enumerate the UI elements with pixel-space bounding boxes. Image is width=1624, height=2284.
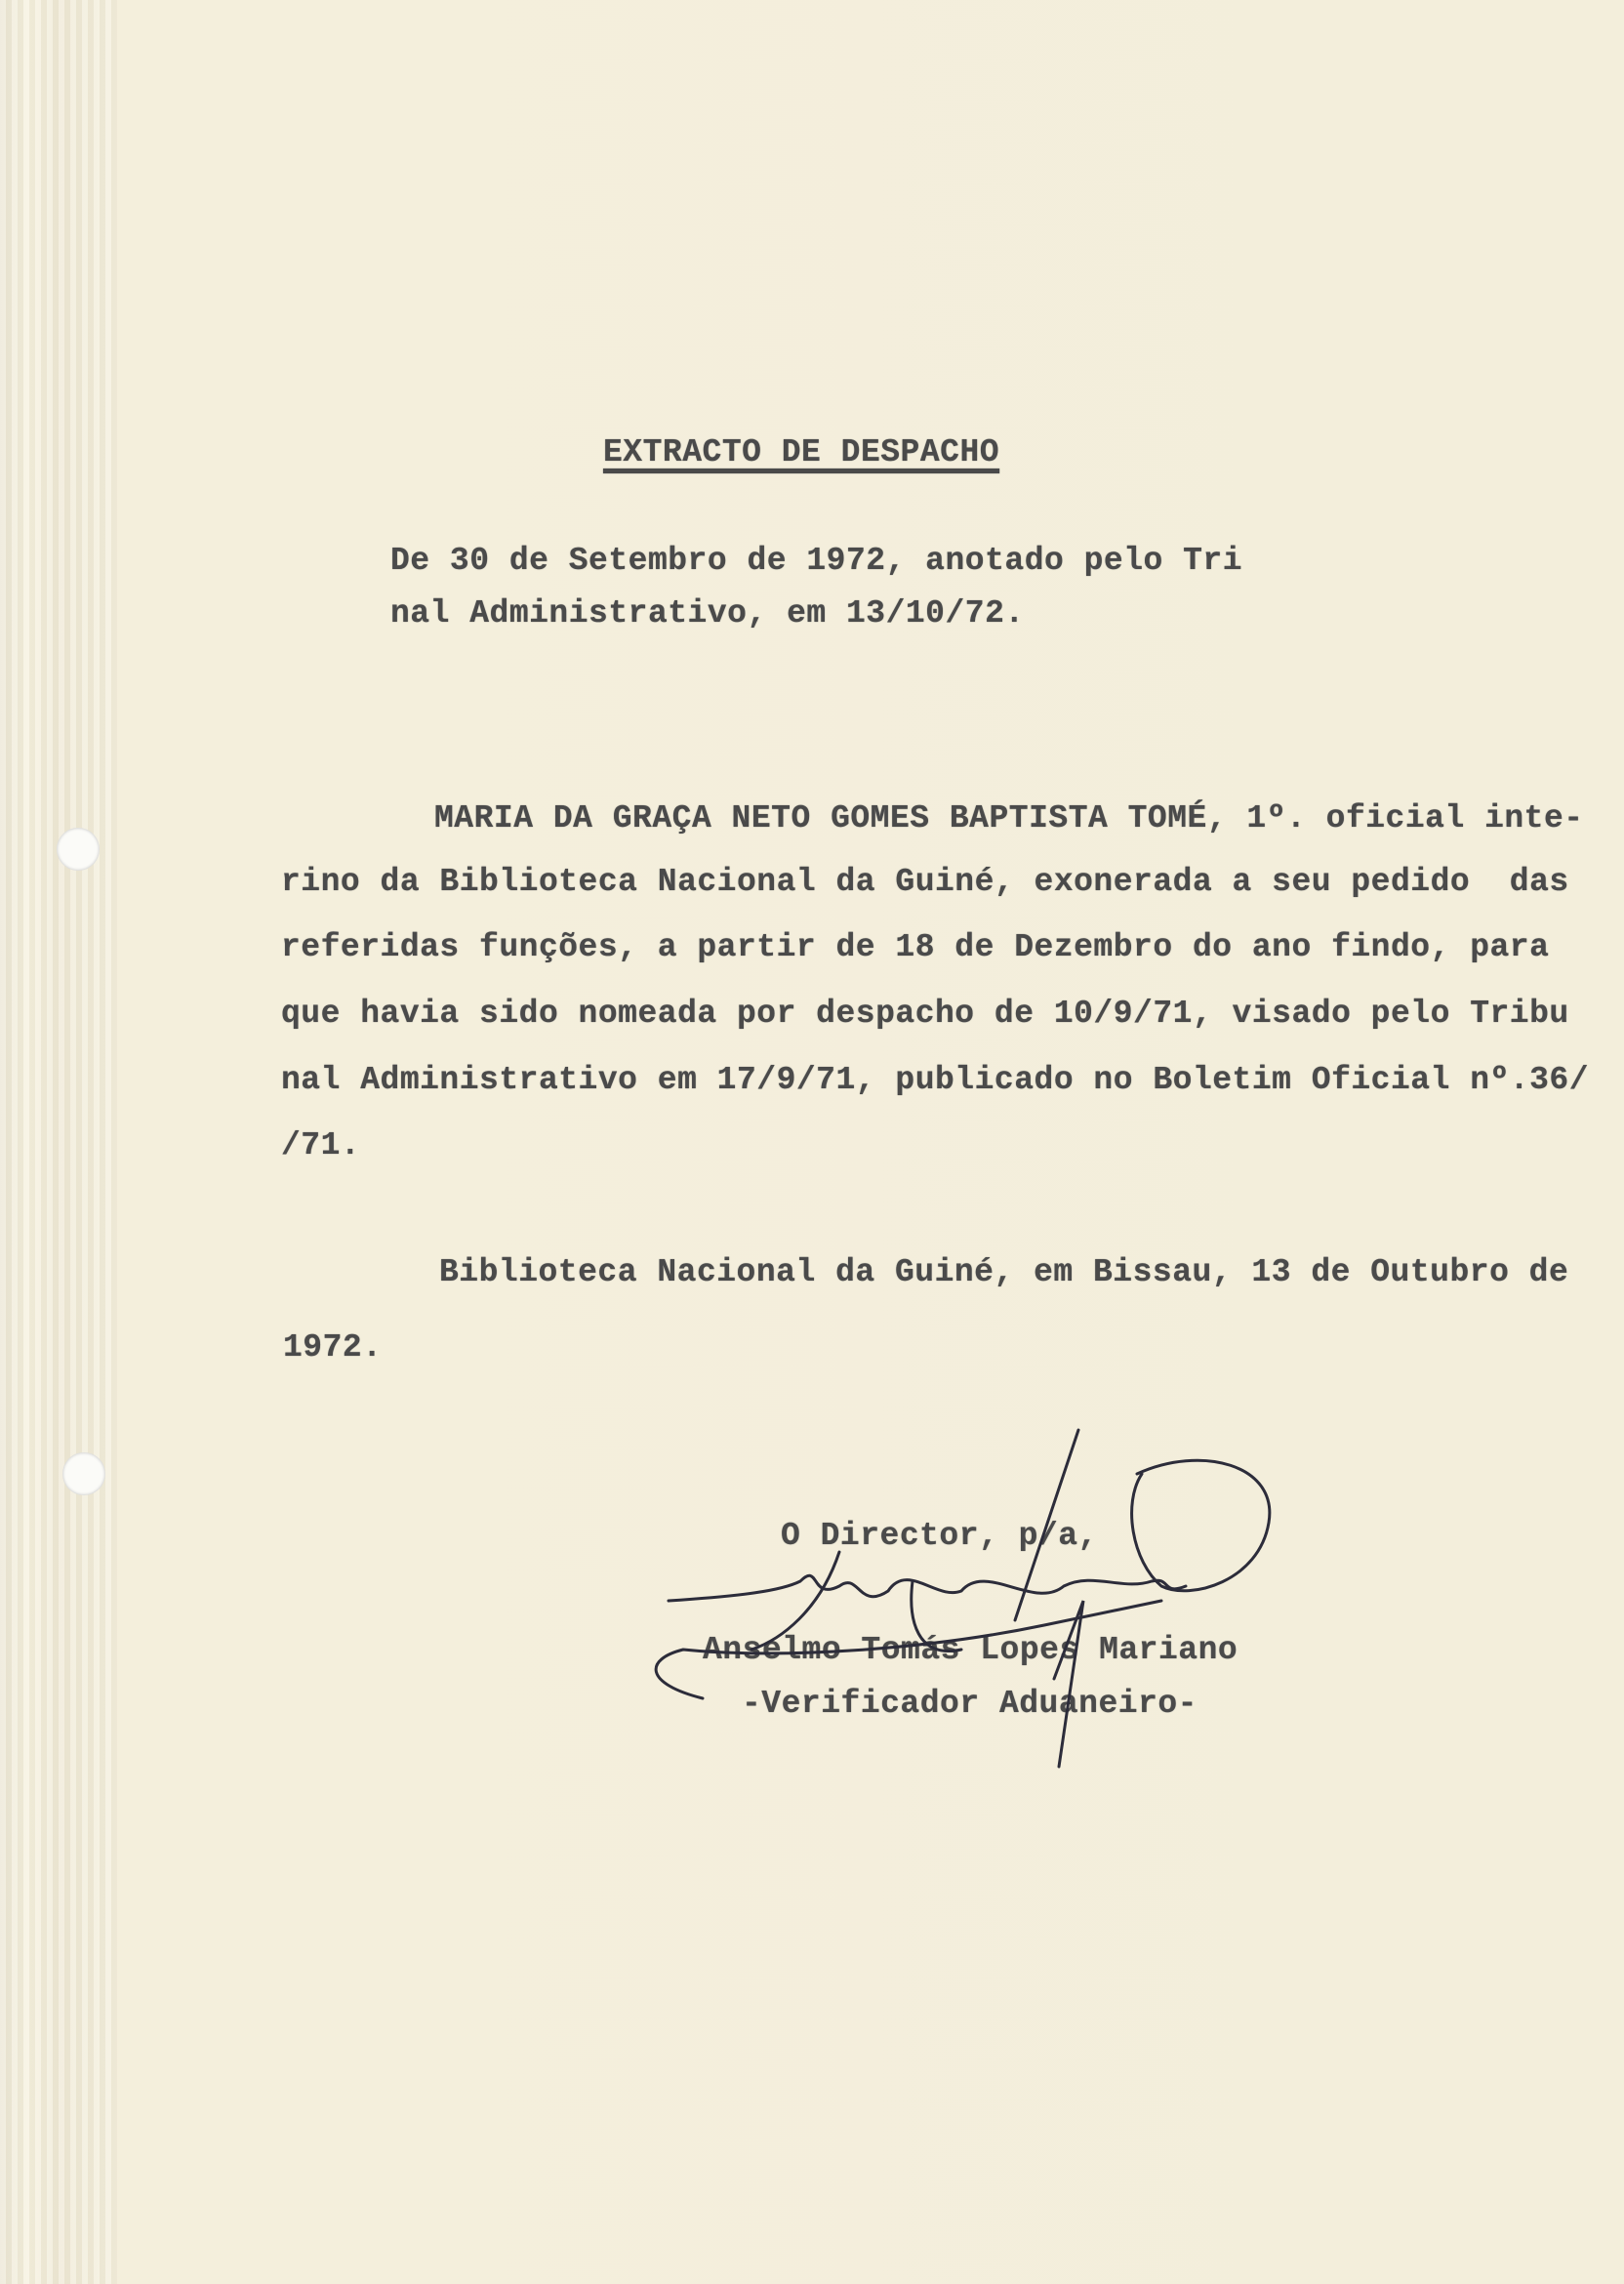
document-title: EXTRACTO DE DESPACHO	[603, 434, 1000, 470]
signatory-position: -Verificador Aduaneiro-	[742, 1686, 1198, 1722]
intro-line: nal Administrativo, em 13/10/72.	[390, 595, 1025, 632]
body-line: /71.	[281, 1127, 361, 1163]
signature-role: O Director, p/a,	[781, 1518, 1098, 1554]
signatory-name: Anselmo Tomás Lopes Mariano	[703, 1632, 1238, 1668]
body-line: referidas funções, a partir de 18 de Dezembro do ano findo, para	[281, 929, 1550, 965]
body-line: rino da Biblioteca Nacional da Guiné, exonerada a seu pedido das	[281, 864, 1569, 900]
closing-line: Biblioteca Nacional da Guiné, em Bissau, 13 de Outubro de	[439, 1254, 1569, 1290]
body-line: que havia sido nomeada por despacho de 10/9/71, visado pelo Tribu	[281, 996, 1569, 1032]
body-line: MARIA DA GRAÇA NETO GOMES BAPTISTA TOMÉ, 1º. oficial inte-	[434, 800, 1584, 836]
closing-line: 1972.	[283, 1329, 383, 1366]
body-line: nal Administrativo em 17/9/71, publicado no Boletim Oficial nº.36/	[281, 1062, 1590, 1098]
intro-line: De 30 de Setembro de 1972, anotado pelo Tri	[390, 543, 1243, 579]
